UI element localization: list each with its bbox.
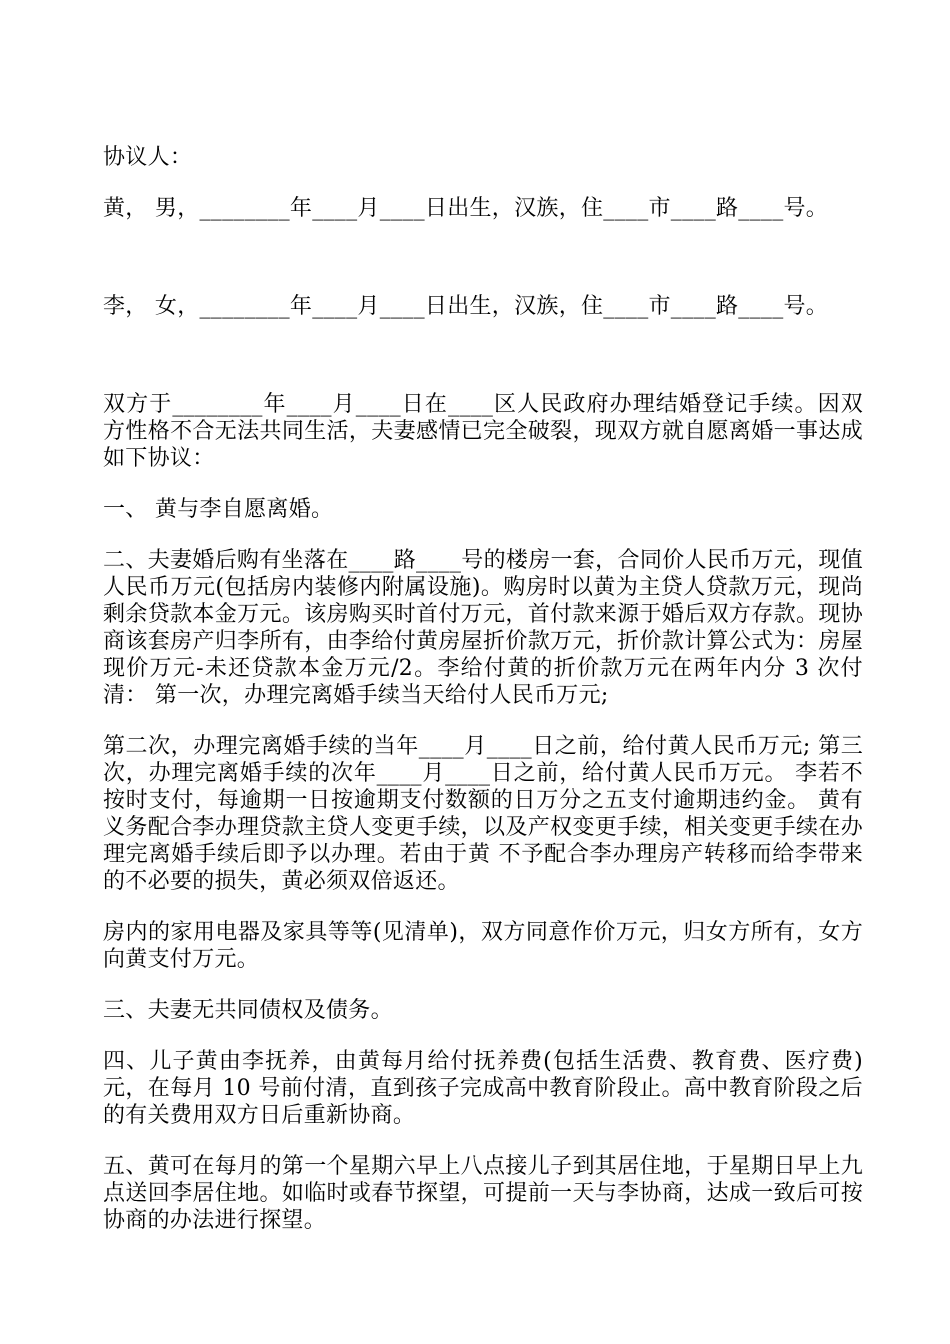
clause-5-visitation: 五、黄可在每月的第一个星期六早上八点接儿子到其居住地，于星期日早上九点送回李居住地。如临时或春节探望，可提前一天与李协商，达成一致后可按协商的办法进行探望。 (103, 1154, 863, 1233)
clause-2-payments: 第二次，办理完离婚手续的当年____月____日之前，给付黄人民币万元; 第三次，办理完离婚手续的次年____月____日之前，给付黄人民币万元。 李若不按时支付，每逾期一日按逾期支付数额的日万分之五支付逾期违约金。 黄有义务配合李办理贷款主贷人变更手续，以及产权变更手续，相关变更手续在办理完离婚手续后即予以办理。若由于黄 不予配合李办理房产转移而给李带来的不必要的损失，黄必须双倍返还。 (103, 734, 863, 894)
clause-3-debts: 三、夫妻无共同债权及债务。 (103, 998, 393, 1023)
clause-4-child-support: 四、儿子黄由李抚养，由黄每月给付抚养费(包括生活费、教育费、医疗费)元，在每月 10 号前付清，直到孩子完成高中教育阶段止。高中教育阶段之后的有关费用双方日后重新协商。 (103, 1049, 863, 1128)
clause-1-divorce: 一、 黄与李自愿离婚。 (103, 497, 334, 522)
clause-2-furniture: 房内的家用电器及家具等等(见清单)，双方同意作价万元，归女方所有，女方向黄支付万元。 (103, 920, 863, 972)
document-body (103, 144, 863, 1234)
marriage-background: 双方于________年____月____日在____区人民政府办理结婚登记手续。因双方性格不合无法共同生活，夫妻感情已完全破裂，现双方就自愿离婚一事达成如下协议： (103, 392, 863, 471)
parties-heading: 协议人： (103, 145, 193, 170)
party-li-info: 李， 女，________年____月____日出生，汉族，住____市____路____号。 (103, 294, 829, 319)
party-huang-info: 黄， 男，________年____月____日出生，汉族，住____市____路____号。 (103, 196, 829, 221)
clause-2-property: 二、夫妻婚后购有坐落在____路____号的楼房一套，合同价人民币万元，现值人民币万元(包括房内装修内附属设施)。购房时以黄为主贷人贷款万元，现尚剩余贷款本金万元。该房购买时首付万元，首付款来源于婚后双方存款。现协商该套房产归李所有，由李给付黄房屋折价款万元，折价款计算公式为：房屋现价万元-未还贷款本金万元/2。李给付黄的折价款万元在两年内分 3 次付清： 第一次，办理完离婚手续当天给付人民币万元; (103, 548, 863, 708)
